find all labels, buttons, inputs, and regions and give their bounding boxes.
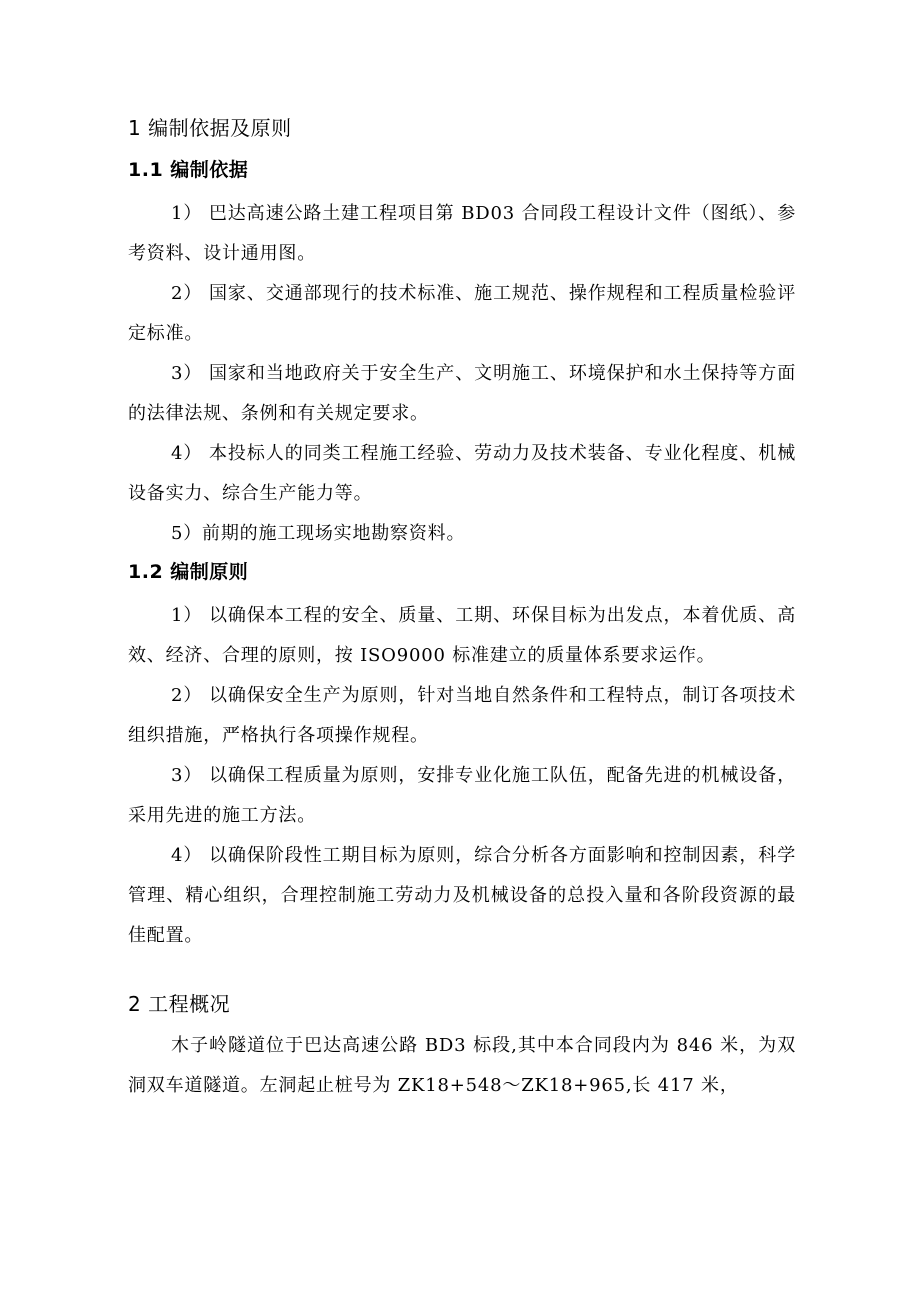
principle-item-4: 4） 以确保阶段性工期目标为原则，综合分析各方面影响和控制因素，科学管理、精心组织，合理控制施工劳动力及机械设备的总投入量和各阶段资源的最佳配置。 <box>128 845 796 946</box>
basis-item-2: 2） 国家、交通部现行的技术标准、施工规范、操作规程和工程质量检验评定标准。 <box>128 283 796 344</box>
basis-item-4: 4） 本投标人的同类工程施工经验、劳动力及技术装备、专业化程度、机械设备实力、综合生产能力等。 <box>128 443 796 504</box>
principle-item-3: 3） 以确保工程质量为原则，安排专业化施工队伍，配备先进的机械设备，采用先进的施工方法。 <box>128 765 796 826</box>
section-2-heading: 2 工程概况 <box>128 992 231 1016</box>
basis-item-5: 5）前期的施工现场实地勘察资料。 <box>171 523 466 544</box>
project-overview-paragraph: 木子岭隧道位于巴达高速公路 BD3 标段,其中本合同段内为 846 米，为双洞双车道隧道。左洞起止桩号为 ZK18+548～ZK18+965,长 417 米， <box>128 1035 796 1096</box>
basis-item-3: 3） 国家和当地政府关于安全生产、文明施工、环境保护和水土保持等方面的法律法规、条例和有关规定要求。 <box>128 363 796 424</box>
principle-item-2: 2） 以确保安全生产为原则，针对当地自然条件和工程特点，制订各项技术组织措施，严格执行各项操作规程。 <box>128 685 796 746</box>
subsection-1-2-heading: 1.2 编制原则 <box>128 561 249 583</box>
principle-item-1: 1） 以确保本工程的安全、质量、工期、环保目标为出发点，本着优质、高效、经济、合理的原则，按 ISO9000 标准建立的质量体系要求运作。 <box>128 605 796 666</box>
subsection-1-1-heading: 1.1 编制依据 <box>128 159 249 181</box>
document-body <box>128 110 796 1106</box>
basis-item-1: 1） 巴达高速公路土建工程项目第 BD03 合同段工程设计文件（图纸）、参考资料、设计通用图。 <box>128 203 796 264</box>
section-1-heading: 1 编制依据及原则 <box>128 116 292 140</box>
